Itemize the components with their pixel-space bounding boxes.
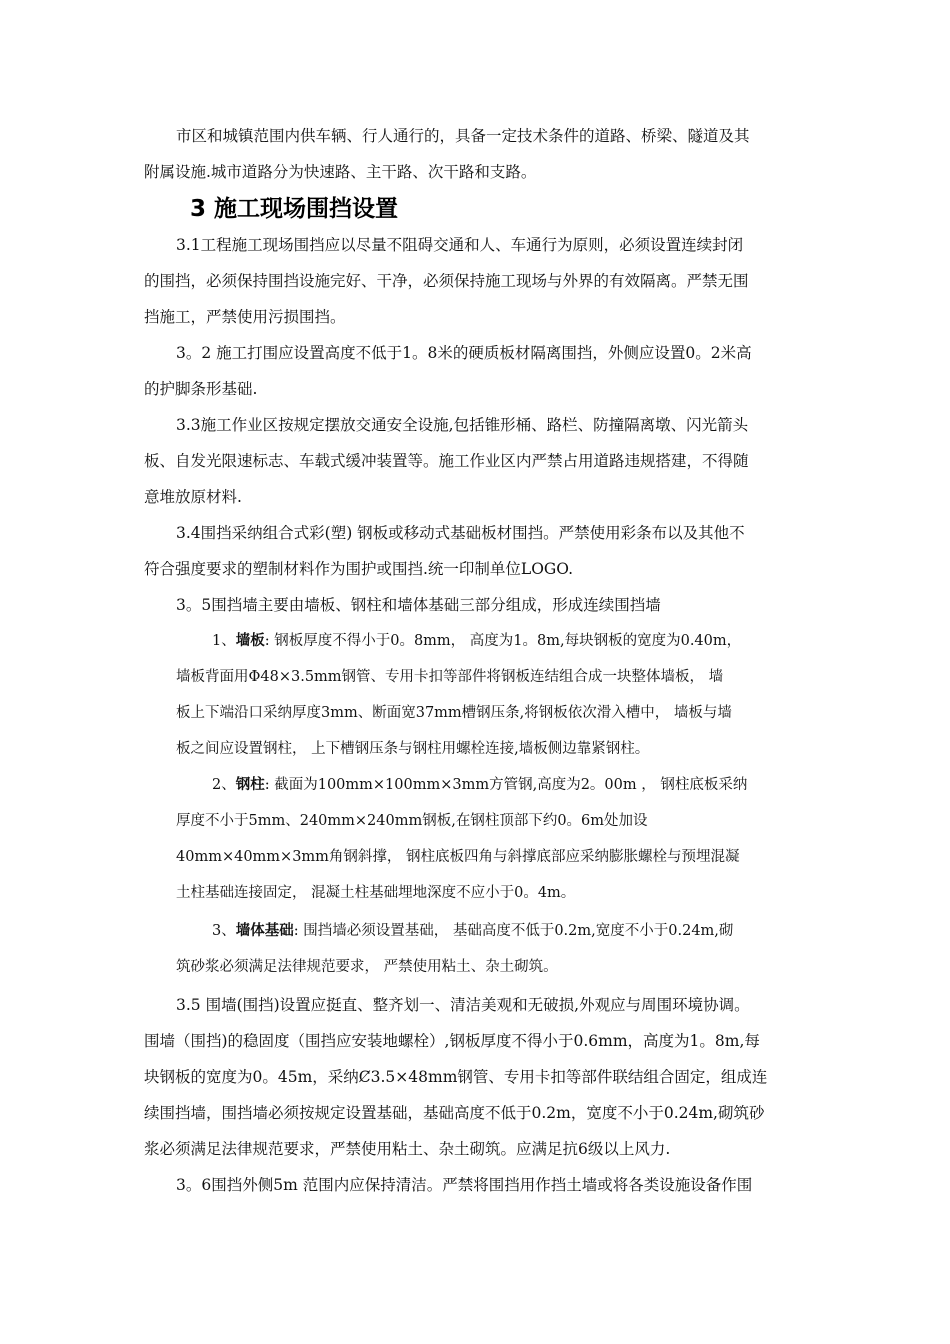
text-line: 浆必须满足法律规范要求，严禁使用粘土、杂土砌筑。应满足抗6级以上风力. — [144, 1140, 671, 1158]
text-line: 3.5 围墙(围挡)设置应挺直、整齐划一、清洁美观和无破损,外观应与周围环境协调。 — [176, 996, 750, 1014]
text-line: 块钢板的宽度为0。45m，采纳Ȼ3.5×48mm钢管、专用卡扣等部件联结组合固定，组成连 — [144, 1068, 768, 1086]
text-line: 市区和城镇范围内供车辆、行人通行的，具备一定技术条件的道路、桥梁、隧道及其 — [176, 127, 750, 145]
item-number: 3、 — [212, 923, 236, 939]
text-line: 墙板背面用Φ48×3.5mm钢管、专用卡扣等部件将钢板连结组合成一块整体墙板， 墙 — [176, 669, 724, 685]
paragraph-3-1 — [144, 227, 806, 335]
text-line: 3。2 施工打围应设置高度不低于1。8米的硬质板材隔离围挡，外侧应设置0。2米高 — [176, 344, 752, 362]
paragraph-3-2 — [144, 335, 806, 407]
text-line: 附属设施.城市道路分为快速路、主干路、次干路和支路。 — [144, 163, 537, 181]
list-item-wall-panel — [176, 623, 806, 767]
text-line: 板、自发光限速标志、车载式缓冲装置等。施工作业区内严禁占用道路违规搭建，不得随 — [144, 452, 749, 470]
text-line — [176, 913, 806, 949]
text-line: 意堆放原材料. — [144, 488, 242, 506]
paragraph-3-5-intro — [144, 587, 806, 623]
paragraph-3-4 — [144, 515, 806, 587]
text-line: 挡施工，严禁使用污损围挡。 — [144, 308, 346, 326]
text-line: 3。6围挡外侧5m 范围内应保持清洁。严禁将围挡用作挡土墙或将各类设施设备作围 — [176, 1176, 753, 1194]
list-item-steel-column — [176, 767, 806, 911]
text-line: 3.1工程施工现场围挡应以尽量不阻碍交通和人、车通行为原则，必须设置连续封闭 — [176, 236, 744, 254]
text-line: 的围挡，必须保持围挡设施完好、干净，必须保持施工现场与外界的有效隔离。严禁无围 — [144, 272, 749, 290]
item-number: 1、 — [212, 633, 236, 649]
paragraph-3-5-wall — [144, 987, 806, 1167]
paragraph-3-6 — [144, 1167, 806, 1203]
text-line — [176, 623, 806, 659]
text-line: 围墙（围挡)的稳固度（围挡应安装地螺栓）,钢板厚度不得小于0.6mm，高度为1。8m,每 — [144, 1032, 760, 1050]
item-text: : 围挡墙必须设置基础， 基础高度不低于0.2m,宽度不小于0.24m,砌 — [293, 923, 734, 939]
text-line: 的护脚条形基础. — [144, 380, 258, 398]
item-term: 钢柱 — [235, 776, 265, 793]
item-term: 墙板 — [235, 632, 265, 649]
paragraph-3-3 — [144, 407, 806, 515]
item-term: 墙体基础 — [235, 922, 294, 939]
intro-paragraph — [144, 118, 806, 190]
text-line: 筑砂浆必须满足法律规范要求， 严禁使用粘土、杂土砌筑。 — [176, 959, 558, 975]
text-line: 3.4围挡采纳组合式彩(塑) 钢板或移动式基础板材围挡。严禁使用彩条布以及其他不 — [176, 524, 745, 542]
text-line: 40mm×40mm×3mm角钢斜撑， 钢柱底板四角与斜撑底部应采纳膨胀螺栓与预埋混凝 — [176, 849, 740, 865]
text-line: 土柱基础连接固定， 混凝土柱基础埋地深度不应小于0。4m。 — [176, 885, 576, 901]
item-number: 2、 — [212, 777, 236, 793]
text-line: 续围挡墙，围挡墙必须按规定设置基础，基础高度不低于0.2m，宽度不小于0.24m,砌筑砂 — [144, 1104, 765, 1122]
list-item-wall-foundation — [176, 913, 806, 985]
text-line: 板之间应设置钢柱， 上下槽钢压条与钢柱用螺栓连接,墙板侧边靠紧钢柱。 — [176, 741, 650, 757]
text-line: 厚度不小于5mm、240mm×240mm钢板,在钢柱顶部下约0。6m处加设 — [176, 813, 648, 829]
text-line: 3。5围挡墙主要由墙板、钢柱和墙体基础三部分组成，形成连续围挡墙 — [176, 596, 661, 614]
text-line: 板上下端沿口采纳厚度3mm、断面宽37mm槽钢压条,将钢板依次滑入槽中， 墙板与墙 — [176, 705, 732, 721]
text-line — [176, 767, 806, 803]
text-line: 符合强度要求的塑制材料作为围护或围挡.统一印制单位LOGO. — [144, 560, 574, 578]
item-text: : 钢板厚度不得小于0。8mm， 高度为1。8m,每块钢板的宽度为0.40m， — [264, 633, 742, 649]
item-text: : 截面为100mm×100mm×3mm方管钢,高度为2。00m ， 钢柱底板采纳 — [264, 777, 748, 793]
section-heading: 3 施工现场围挡设置 — [190, 196, 399, 222]
text-line: 3.3施工作业区按规定摆放交通安全设施,包括锥形桶、路栏、防撞隔离墩、闪光箭头 — [176, 416, 749, 434]
